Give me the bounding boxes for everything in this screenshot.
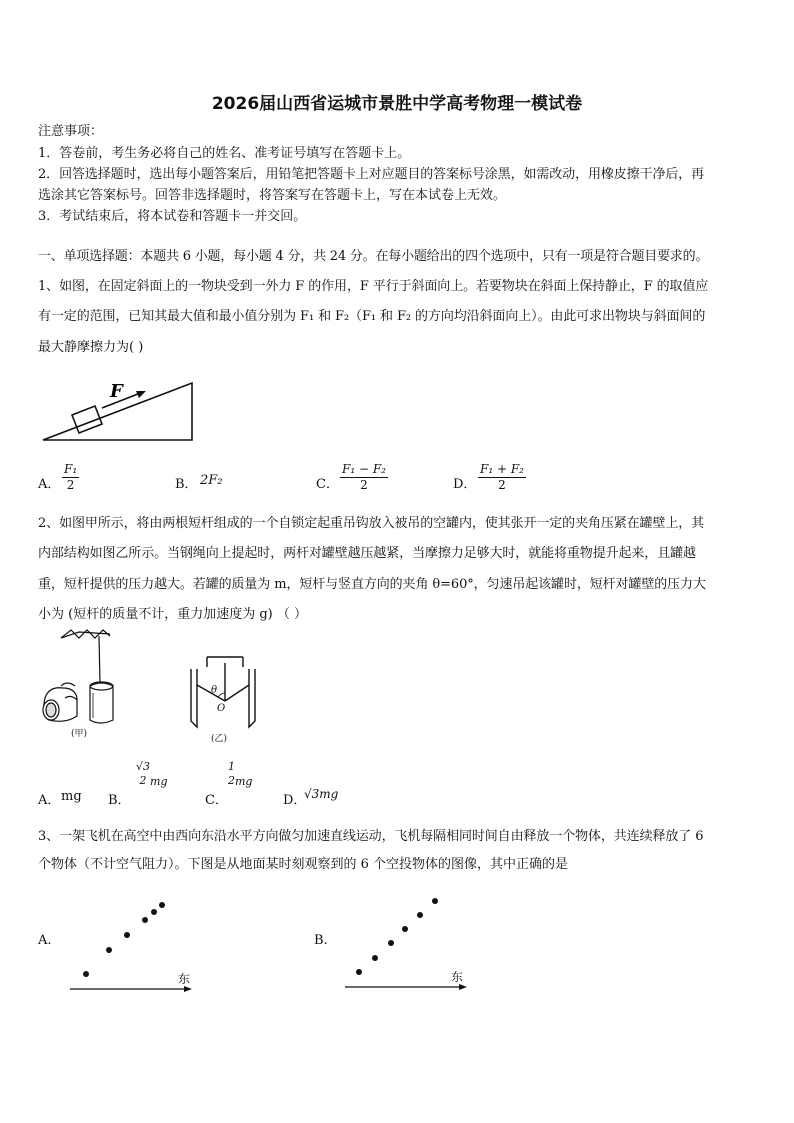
q2-option-c-num: 1 <box>228 760 235 773</box>
q3-option-b-figure[interactable] <box>343 895 483 995</box>
q2-option-c-label: C． <box>205 793 228 808</box>
q3-option-b-label: B. <box>314 933 328 948</box>
theta-label: θ <box>211 685 218 696</box>
q3-line-2: 个物体（不计空气阻力）。下图是从地面某时刻观察到的 6 个空投物体的图像，其中正确的是 <box>38 857 569 872</box>
q2-option-c[interactable] <box>228 760 252 788</box>
crane-rope <box>99 636 100 683</box>
dot <box>142 917 148 923</box>
dot <box>372 955 378 961</box>
dot <box>159 902 165 908</box>
q1-option-d-den: 2 <box>498 478 506 492</box>
q2-option-d-label: D． <box>283 793 307 808</box>
q1-line-1: 1、如图，在固定斜面上的一物块受到一外力 F 的作用，F 平行于斜面向上。若要物块在斜面上保持静止，F 的取值应 <box>38 279 709 294</box>
q1-option-d[interactable] <box>478 462 526 493</box>
q2-option-b-num: √3 <box>136 760 151 773</box>
q1-option-a-num: F₁ <box>64 462 78 476</box>
q2-option-b-den: 2 <box>139 774 147 787</box>
dot <box>388 940 394 946</box>
q1-option-c-num: F₁ − F₂ <box>342 462 386 476</box>
page-title: 2026届山西省运城市景胜中学高考物理一模试卷 <box>211 94 583 114</box>
notice-item-2-cont: 选涂其它答案标号。回答非选择题时，将答案写在答题卡上，写在本试卷上无效。 <box>38 188 507 203</box>
figure-yi-caption: (乙) <box>211 734 228 744</box>
q1-option-a[interactable] <box>62 462 79 493</box>
q1-line-2: 有一定的范围，已知其最大值和最小值分别为 F₁ 和 F₂（F₁ 和 F₂ 的方向均沿斜面向上）。由此可求出物块与斜面间的 <box>38 309 706 324</box>
notice-item-3: 3．考试结束后，将本试卷和答题卡一并交回。 <box>38 209 307 224</box>
dot <box>417 912 423 918</box>
rod-right <box>225 685 249 701</box>
notice-heading: 注意事项： <box>38 124 104 139</box>
q2-option-a[interactable]: mg <box>61 789 82 804</box>
axis-arrow <box>459 984 467 990</box>
q1-option-b-label: B． <box>175 477 198 492</box>
q2-line-4: 小为 (短杆的质量不计，重力加速度为 g) （ ） <box>38 607 307 622</box>
q2-option-b[interactable] <box>136 760 168 788</box>
q3-option-a-label: A. <box>38 933 52 948</box>
axis-label-east: 东 <box>178 972 191 986</box>
dot <box>83 971 89 977</box>
figure-jia <box>35 628 135 738</box>
figure-jia-caption: (甲) <box>71 729 88 739</box>
crane-arm <box>61 632 110 638</box>
force-label: F <box>110 381 123 402</box>
axis-label-east: 东 <box>451 970 464 984</box>
force-arrow-head <box>136 391 146 398</box>
q2-option-a-label: A． <box>38 793 61 808</box>
axis-arrow <box>184 986 192 992</box>
can-wall-right <box>249 669 255 727</box>
dot <box>432 898 438 904</box>
q1-option-c-label: C． <box>316 477 339 492</box>
notice-item-2: 2．回答选择题时，选出每小题答案后，用铅笔把答题卡上对应题目的答案标号涂黑，如需改动，用橡皮擦干净后，再 <box>38 167 705 182</box>
q2-line-3: 重，短杆提供的压力越大。若罐的质量为 m，短杆与竖直方向的夹角 θ=60°，匀速吊起该罐时，短杆对罐壁的压力大 <box>38 577 706 592</box>
section-heading: 一、单项选择题：本题共 6 小题，每小题 4 分，共 24 分。在每小题给出的四个选项中，只有一项是符合题目要求的。 <box>38 249 709 264</box>
q1-option-a-den: 2 <box>66 478 75 492</box>
q2-option-c-tail: mg <box>235 775 253 788</box>
q2-option-d[interactable]: √3mg <box>304 787 339 801</box>
q1-option-c-den: 2 <box>360 478 368 492</box>
q3-option-a-figure[interactable] <box>68 895 208 995</box>
q1-option-b[interactable]: 2F₂ <box>200 473 223 488</box>
q2-line-2: 内部结构如图乙所示。当钢绳向上提起时，两杆对罐壁越压越紧，当摩擦力足够大时，就能将重物提升起来，且罐越 <box>38 546 696 561</box>
q2-option-b-label: B． <box>108 793 131 808</box>
can-wall-left <box>191 669 197 727</box>
q1-option-d-label: D． <box>453 477 477 492</box>
figure-yi <box>185 655 265 744</box>
q2-line-1: 2、如图甲所示，将由两根短杆组成的一个自锁定起重吊钩放入被吊的空罐内，使其张开一定的夹角压紧在罐壁上，其 <box>38 516 705 531</box>
q1-option-c[interactable] <box>340 462 388 493</box>
notice-item-1: 1．答卷前，考生务必将自己的姓名、准考证号填写在答题卡上。 <box>38 146 411 161</box>
q2-option-b-tail: mg <box>150 775 168 788</box>
q1-option-a-label: A． <box>38 477 61 492</box>
dot <box>106 947 112 953</box>
q1-line-3: 最大静摩擦力为( ) <box>38 340 144 355</box>
q2-option-c-den: 2 <box>228 774 235 787</box>
dot <box>151 909 157 915</box>
dot <box>356 969 362 975</box>
q1-option-d-num: F₁ + F₂ <box>480 462 524 476</box>
dot <box>124 932 130 938</box>
incline-figure <box>40 375 200 445</box>
q3-line-1: 3、一架飞机在高空中由西向东沿水平方向做匀加速直线运动，飞机每隔相同时间自由释放一个物体，共连续释放了 6 <box>38 829 704 844</box>
o-label: O <box>217 703 226 714</box>
dot <box>402 926 408 932</box>
